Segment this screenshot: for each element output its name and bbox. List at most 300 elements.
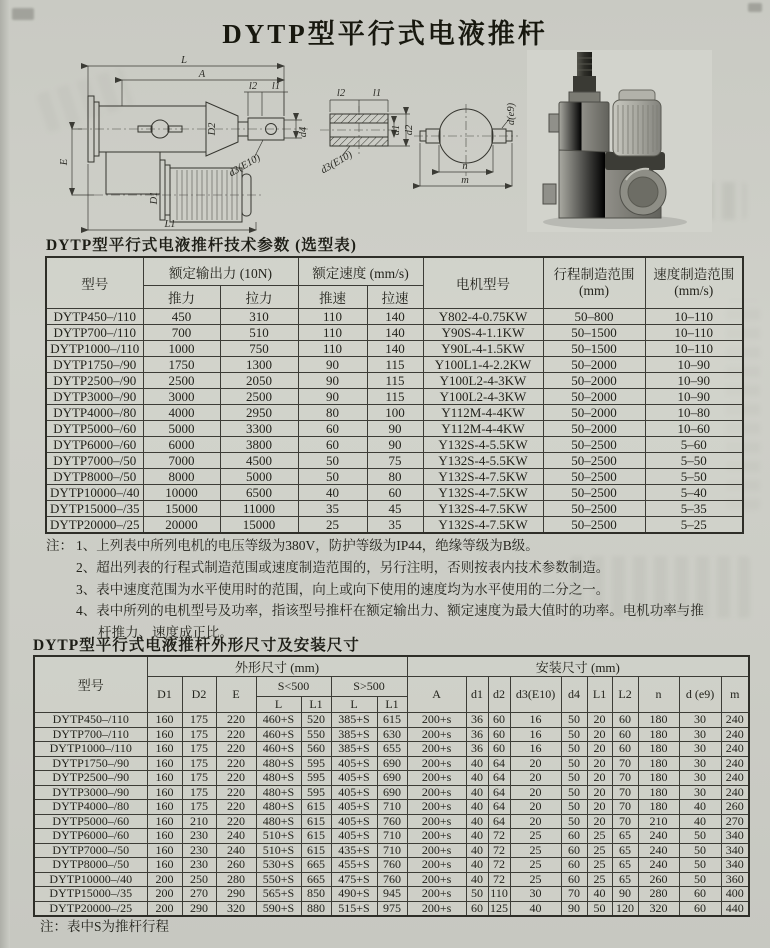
- model-cell: DYTP20000–/25: [46, 517, 143, 534]
- value-cell: 665: [301, 858, 331, 873]
- col-header-pull-speed: 拉速: [367, 286, 423, 309]
- value-cell: 64: [488, 814, 510, 829]
- value-cell: 60: [367, 485, 423, 501]
- table-row: [34, 872, 749, 887]
- value-cell: Y112M-4-4KW: [423, 405, 543, 421]
- value-cell: 180: [638, 756, 679, 771]
- value-cell: 10–110: [645, 325, 743, 341]
- value-cell: 20: [510, 800, 561, 815]
- value-cell: 515+S: [331, 901, 377, 916]
- value-cell: 50: [587, 901, 612, 916]
- value-cell: 5–35: [645, 501, 743, 517]
- col-header-model: 型号: [46, 257, 143, 309]
- value-cell: 75: [367, 453, 423, 469]
- value-cell: 10–80: [645, 405, 743, 421]
- dim-label-L1: L1: [164, 219, 176, 230]
- value-cell: 240: [721, 713, 749, 728]
- value-cell: 64: [488, 771, 510, 786]
- value-cell: 50: [561, 727, 587, 742]
- value-cell: 36: [466, 742, 488, 757]
- value-cell: 200+s: [407, 756, 466, 771]
- value-cell: 160: [147, 713, 182, 728]
- value-cell: 480+S: [256, 814, 301, 829]
- value-cell: 50–2000: [543, 421, 645, 437]
- value-cell: 240: [216, 829, 256, 844]
- value-cell: 240: [721, 756, 749, 771]
- value-cell: 160: [147, 742, 182, 757]
- value-cell: 250: [182, 872, 216, 887]
- col-header-push-force: 推力: [143, 286, 220, 309]
- table-row: [34, 843, 749, 858]
- value-cell: 615: [301, 814, 331, 829]
- value-cell: 180: [638, 800, 679, 815]
- model-cell: DYTP1000–/110: [46, 341, 143, 357]
- value-cell: 240: [638, 843, 679, 858]
- model-cell: DYTP2500–/90: [46, 373, 143, 389]
- value-cell: 550: [301, 727, 331, 742]
- model-cell: DYTP700–/110: [46, 325, 143, 341]
- value-cell: 490+S: [331, 887, 377, 902]
- value-cell: 60: [679, 901, 721, 916]
- value-cell: 40: [298, 485, 367, 501]
- value-cell: 110: [298, 309, 367, 325]
- value-cell: 50–2000: [543, 405, 645, 421]
- value-cell: 220: [216, 771, 256, 786]
- table-row: [34, 901, 749, 916]
- value-cell: 615: [301, 800, 331, 815]
- value-cell: 460+S: [256, 742, 301, 757]
- value-cell: 40: [466, 858, 488, 873]
- value-cell: 50–2500: [543, 453, 645, 469]
- table-row: [34, 713, 749, 728]
- model-cell: DYTP8000–/50: [34, 858, 147, 873]
- value-cell: 20: [510, 771, 561, 786]
- value-cell: 405+S: [331, 814, 377, 829]
- col-header-L1: L1: [587, 677, 612, 713]
- value-cell: 30: [679, 756, 721, 771]
- model-cell: DYTP450–/110: [34, 713, 147, 728]
- value-cell: 60: [612, 713, 638, 728]
- value-cell: 50: [561, 785, 587, 800]
- value-cell: 180: [638, 742, 679, 757]
- value-cell: 36: [466, 727, 488, 742]
- value-cell: 64: [488, 756, 510, 771]
- notes-section: [46, 535, 716, 644]
- col-header-L1-gt: L1: [377, 697, 407, 713]
- dim-label-d4: d4: [298, 126, 309, 138]
- note-item: 4、表中所列的电机型号及功率，指该型号推杆在额定输出力、额定速度为最大值时的功率。电机功率与推杆推力、速度成正比。: [76, 603, 704, 641]
- value-cell: 260: [216, 858, 256, 873]
- value-cell: 50–2000: [543, 357, 645, 373]
- model-cell: DYTP3000–/90: [34, 785, 147, 800]
- value-cell: 200+s: [407, 843, 466, 858]
- value-cell: 220: [216, 814, 256, 829]
- value-cell: 480+S: [256, 771, 301, 786]
- value-cell: 175: [182, 756, 216, 771]
- dim-label-A: A: [198, 69, 206, 80]
- value-cell: 530+S: [256, 858, 301, 873]
- value-cell: 480+S: [256, 785, 301, 800]
- col-header-rated-speed: 额定速度 (mm/s): [298, 257, 423, 286]
- value-cell: 220: [216, 742, 256, 757]
- value-cell: 320: [638, 901, 679, 916]
- value-cell: 690: [377, 756, 407, 771]
- value-cell: 200: [147, 901, 182, 916]
- model-cell: DYTP20000–/25: [34, 901, 147, 916]
- value-cell: Y100L2-4-3KW: [423, 373, 543, 389]
- value-cell: 50–2500: [543, 501, 645, 517]
- col-header-n: n: [638, 677, 679, 713]
- value-cell: 40: [679, 814, 721, 829]
- value-cell: 140: [367, 341, 423, 357]
- col-header-rated-force: 额定输出力 (10N): [143, 257, 298, 286]
- value-cell: 40: [587, 887, 612, 902]
- notes-label: 注：: [46, 538, 73, 553]
- dim-label-D1: D1: [149, 191, 160, 205]
- value-cell: 50: [679, 829, 721, 844]
- value-cell: 50: [561, 713, 587, 728]
- value-cell: 220: [216, 713, 256, 728]
- model-cell: DYTP15000–/35: [46, 501, 143, 517]
- value-cell: 220: [216, 756, 256, 771]
- value-cell: 50: [561, 800, 587, 815]
- value-cell: 655: [377, 742, 407, 757]
- value-cell: 210: [182, 814, 216, 829]
- model-cell: DYTP2500–/90: [34, 771, 147, 786]
- value-cell: 25: [587, 872, 612, 887]
- model-cell: DYTP8000–/50: [46, 469, 143, 485]
- value-cell: 200+s: [407, 872, 466, 887]
- value-cell: 20: [587, 771, 612, 786]
- value-cell: 560: [301, 742, 331, 757]
- value-cell: 8000: [143, 469, 220, 485]
- value-cell: 25: [587, 843, 612, 858]
- value-cell: 80: [367, 469, 423, 485]
- value-cell: 50–2500: [543, 469, 645, 485]
- value-cell: 450: [143, 309, 220, 325]
- section2-title: DYTP型平行式电液推杆外形尺寸及安装尺寸: [33, 637, 360, 654]
- value-cell: 10000: [143, 485, 220, 501]
- value-cell: 200+s: [407, 742, 466, 757]
- value-cell: 180: [638, 713, 679, 728]
- table-row: [46, 469, 743, 485]
- col-header-de9: d (e9): [679, 677, 721, 713]
- value-cell: 64: [488, 800, 510, 815]
- value-cell: 40: [466, 872, 488, 887]
- value-cell: 510+S: [256, 829, 301, 844]
- col-header-A: A: [407, 677, 466, 713]
- value-cell: 30: [679, 785, 721, 800]
- table-row: [46, 389, 743, 405]
- value-cell: 25: [510, 843, 561, 858]
- table-row: [46, 517, 743, 534]
- dim-label-cs-d3E10: d3(E10): [319, 149, 355, 177]
- value-cell: 455+S: [331, 858, 377, 873]
- value-cell: 60: [612, 742, 638, 757]
- dim-label-l2: l2: [248, 81, 258, 92]
- value-cell: 115: [367, 357, 423, 373]
- value-cell: 280: [638, 887, 679, 902]
- value-cell: 72: [488, 843, 510, 858]
- value-cell: 175: [182, 800, 216, 815]
- value-cell: 240: [638, 829, 679, 844]
- model-cell: DYTP4000–/80: [34, 800, 147, 815]
- value-cell: 210: [638, 814, 679, 829]
- value-cell: 440: [721, 901, 749, 916]
- value-cell: 175: [182, 771, 216, 786]
- table-row: [46, 405, 743, 421]
- value-cell: 72: [488, 872, 510, 887]
- value-cell: 35: [298, 501, 367, 517]
- value-cell: 320: [216, 901, 256, 916]
- value-cell: 200+s: [407, 814, 466, 829]
- value-cell: 290: [182, 901, 216, 916]
- col-header-L-lt: L: [256, 697, 301, 713]
- model-cell: DYTP1750–/90: [34, 756, 147, 771]
- value-cell: 200+s: [407, 727, 466, 742]
- model-cell: DYTP15000–/35: [34, 887, 147, 902]
- value-cell: 2050: [220, 373, 298, 389]
- table-row: [34, 756, 749, 771]
- value-cell: 65: [612, 843, 638, 858]
- value-cell: 200+s: [407, 713, 466, 728]
- value-cell: 20: [510, 785, 561, 800]
- value-cell: 615: [301, 829, 331, 844]
- value-cell: 65: [612, 829, 638, 844]
- value-cell: 50: [679, 872, 721, 887]
- dim-label-d3E10: d3(E10): [227, 152, 263, 180]
- table-row: [46, 357, 743, 373]
- value-cell: 80: [298, 405, 367, 421]
- value-cell: 175: [182, 713, 216, 728]
- value-cell: 240: [721, 785, 749, 800]
- value-cell: 240: [721, 771, 749, 786]
- value-cell: 60: [612, 727, 638, 742]
- value-cell: 65: [612, 872, 638, 887]
- table-row: [34, 785, 749, 800]
- model-cell: DYTP10000–/40: [34, 872, 147, 887]
- value-cell: 240: [216, 843, 256, 858]
- value-cell: 405+S: [331, 800, 377, 815]
- value-cell: 30: [510, 887, 561, 902]
- table-row: [34, 887, 749, 902]
- value-cell: 50: [298, 469, 367, 485]
- group-header-outline: 外形尺寸 (mm): [147, 656, 407, 677]
- table-row: [34, 727, 749, 742]
- value-cell: 10–110: [645, 309, 743, 325]
- value-cell: Y100L2-4-3KW: [423, 389, 543, 405]
- table-row: [34, 800, 749, 815]
- value-cell: 60: [561, 829, 587, 844]
- dim-label-cs-d1: d1: [391, 124, 402, 136]
- value-cell: 20: [587, 785, 612, 800]
- table-row: [34, 858, 749, 873]
- value-cell: 340: [721, 843, 749, 858]
- table-row: [34, 771, 749, 786]
- value-cell: 290: [216, 887, 256, 902]
- col-header-D1: D1: [147, 677, 182, 713]
- value-cell: Y132S-4-5.5KW: [423, 437, 543, 453]
- value-cell: 20: [587, 814, 612, 829]
- value-cell: 160: [147, 756, 182, 771]
- value-cell: 200: [147, 872, 182, 887]
- value-cell: 2500: [143, 373, 220, 389]
- value-cell: 385+S: [331, 713, 377, 728]
- dim-label-L: L: [181, 55, 187, 66]
- value-cell: 50: [561, 814, 587, 829]
- value-cell: 10–90: [645, 357, 743, 373]
- note-item: 3、表中速度范围为水平使用时的范围，向上或向下使用的速度均为水平使用的二分之一。: [76, 581, 610, 597]
- value-cell: 60: [679, 887, 721, 902]
- value-cell: 220: [216, 727, 256, 742]
- dim-label-n: n: [462, 161, 468, 172]
- table-row: [46, 453, 743, 469]
- spec-table: [45, 256, 744, 534]
- value-cell: 160: [147, 800, 182, 815]
- value-cell: 590+S: [256, 901, 301, 916]
- col-header-L-gt: L: [331, 697, 377, 713]
- value-cell: 35: [367, 517, 423, 534]
- value-cell: 200: [147, 887, 182, 902]
- value-cell: 7000: [143, 453, 220, 469]
- value-cell: 20: [587, 742, 612, 757]
- header-line: 行程制造范围: [553, 267, 635, 282]
- scan-artifact: [748, 3, 762, 12]
- value-cell: 90: [561, 901, 587, 916]
- note-item: 2、超出列表的行程式制造范围或速度制造范围的，另行注明，否则按表内技术参数制造。: [76, 559, 610, 575]
- value-cell: 50–2000: [543, 389, 645, 405]
- value-cell: 30: [679, 742, 721, 757]
- value-cell: 700: [143, 325, 220, 341]
- value-cell: 200+s: [407, 901, 466, 916]
- value-cell: 120: [612, 901, 638, 916]
- model-cell: DYTP4000–/80: [46, 405, 143, 421]
- value-cell: 1300: [220, 357, 298, 373]
- value-cell: 160: [147, 727, 182, 742]
- section1-title: DYTP型平行式电液推杆技术参数 (选型表): [46, 237, 357, 254]
- value-cell: 25: [587, 858, 612, 873]
- value-cell: 40: [466, 843, 488, 858]
- value-cell: 90: [367, 437, 423, 453]
- value-cell: Y132S-4-5.5KW: [423, 453, 543, 469]
- value-cell: 405+S: [331, 785, 377, 800]
- value-cell: 945: [377, 887, 407, 902]
- col-header-L2: L2: [612, 677, 638, 713]
- value-cell: 36: [466, 713, 488, 728]
- note-line: [46, 535, 716, 557]
- col-header-L1-lt: L1: [301, 697, 331, 713]
- value-cell: 40: [466, 829, 488, 844]
- value-cell: 160: [147, 814, 182, 829]
- value-cell: 220: [216, 800, 256, 815]
- value-cell: 70: [561, 887, 587, 902]
- value-cell: 50: [561, 756, 587, 771]
- table-row: [46, 341, 743, 357]
- value-cell: Y90S-4-1.1KW: [423, 325, 543, 341]
- value-cell: 90: [612, 887, 638, 902]
- value-cell: 70: [612, 814, 638, 829]
- table-row: [46, 309, 743, 325]
- value-cell: 25: [510, 872, 561, 887]
- value-cell: 6000: [143, 437, 220, 453]
- value-cell: 230: [182, 843, 216, 858]
- value-cell: 60: [561, 858, 587, 873]
- value-cell: 50–2000: [543, 373, 645, 389]
- value-cell: 60: [298, 421, 367, 437]
- table-row: [46, 437, 743, 453]
- value-cell: 1000: [143, 341, 220, 357]
- model-cell: DYTP6000–/60: [34, 829, 147, 844]
- value-cell: 200+s: [407, 829, 466, 844]
- col-header-model: 型号: [34, 656, 147, 713]
- value-cell: Y100L1-4-2.2KW: [423, 357, 543, 373]
- value-cell: 20: [587, 727, 612, 742]
- model-cell: DYTP6000–/60: [46, 437, 143, 453]
- value-cell: 510+S: [256, 843, 301, 858]
- value-cell: 615: [377, 713, 407, 728]
- value-cell: 160: [147, 843, 182, 858]
- value-cell: 200+s: [407, 858, 466, 873]
- dim-label-E: E: [59, 158, 70, 166]
- value-cell: 40: [466, 756, 488, 771]
- value-cell: 270: [721, 814, 749, 829]
- value-cell: 110: [488, 887, 510, 902]
- model-cell: DYTP10000–/40: [46, 485, 143, 501]
- value-cell: 615: [301, 843, 331, 858]
- value-cell: 665: [301, 872, 331, 887]
- value-cell: 30: [679, 771, 721, 786]
- value-cell: 20000: [143, 517, 220, 534]
- value-cell: 435+S: [331, 843, 377, 858]
- value-cell: 475+S: [331, 872, 377, 887]
- value-cell: 975: [377, 901, 407, 916]
- value-cell: 25: [510, 829, 561, 844]
- value-cell: 160: [147, 785, 182, 800]
- header-line: (mm): [579, 283, 609, 298]
- value-cell: 16: [510, 727, 561, 742]
- value-cell: 5–40: [645, 485, 743, 501]
- value-cell: 72: [488, 829, 510, 844]
- value-cell: 90: [298, 373, 367, 389]
- value-cell: 4000: [143, 405, 220, 421]
- value-cell: 710: [377, 800, 407, 815]
- value-cell: 180: [638, 727, 679, 742]
- value-cell: 16: [510, 713, 561, 728]
- model-cell: DYTP5000–/60: [34, 814, 147, 829]
- value-cell: 50: [561, 742, 587, 757]
- value-cell: 385+S: [331, 727, 377, 742]
- value-cell: 2500: [220, 389, 298, 405]
- model-cell: DYTP1000–/110: [34, 742, 147, 757]
- value-cell: 710: [377, 843, 407, 858]
- value-cell: 10–110: [645, 341, 743, 357]
- value-cell: 140: [367, 309, 423, 325]
- value-cell: 200+s: [407, 785, 466, 800]
- value-cell: 2950: [220, 405, 298, 421]
- value-cell: 110: [298, 325, 367, 341]
- footnote: 注：表中S为推杆行程: [40, 919, 170, 934]
- value-cell: 405+S: [331, 756, 377, 771]
- table-row: [46, 421, 743, 437]
- value-cell: 3300: [220, 421, 298, 437]
- col-header-d3E10: d3(E10): [510, 677, 561, 713]
- value-cell: 595: [301, 785, 331, 800]
- header-line: 速度制造范围: [653, 267, 735, 282]
- value-cell: 110: [298, 341, 367, 357]
- value-cell: 710: [377, 829, 407, 844]
- value-cell: 240: [721, 727, 749, 742]
- value-cell: 240: [638, 858, 679, 873]
